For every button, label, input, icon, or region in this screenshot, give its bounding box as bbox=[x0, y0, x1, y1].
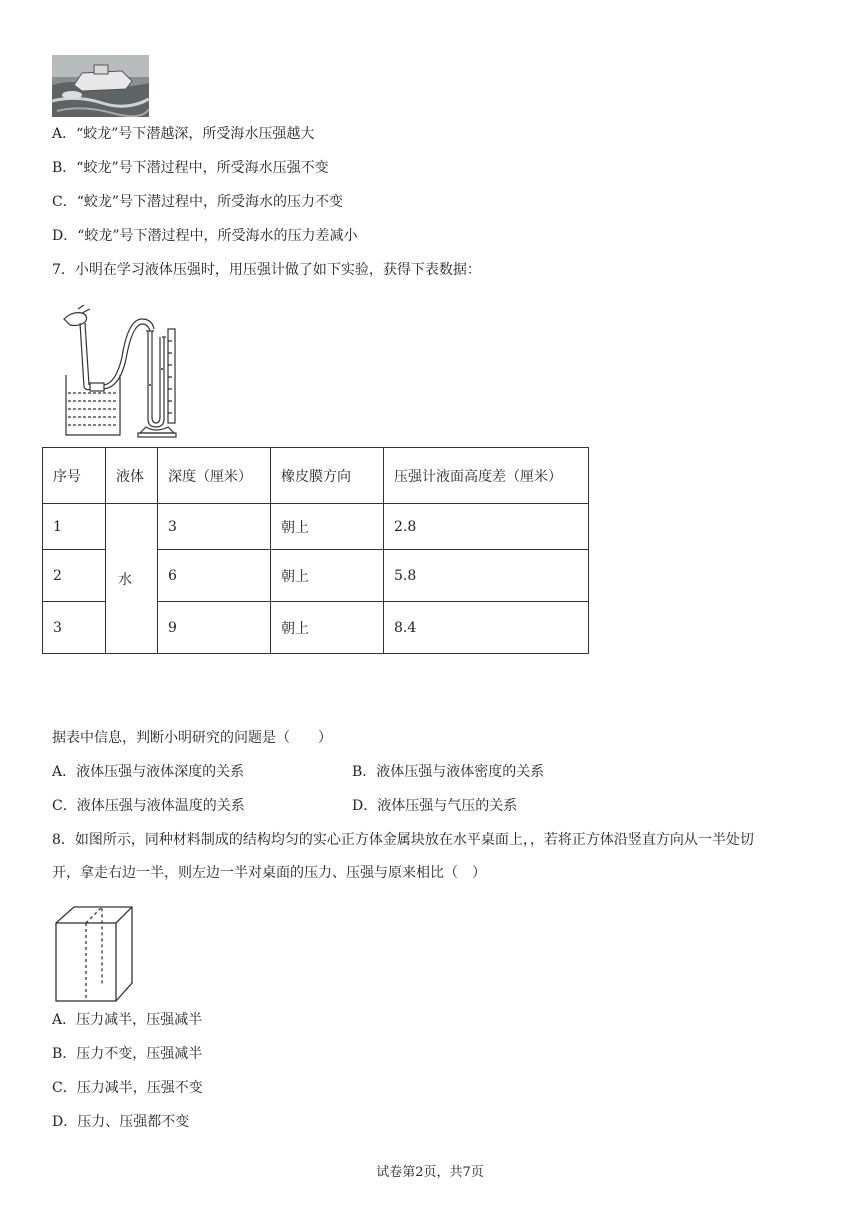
q6-option-d: D．“蛟龙”号下潜过程中，所受海水的压力差减小 bbox=[52, 228, 358, 244]
table-cell: 2 bbox=[43, 550, 106, 602]
table-cell: 8.4 bbox=[384, 602, 589, 654]
q7-option-c: C．液体压强与液体温度的关系 bbox=[52, 798, 245, 814]
q6-option-c: C．“蛟龙”号下潜过程中，所受海水的压力不变 bbox=[52, 194, 344, 210]
q8-option-d: D．压力、压强都不变 bbox=[52, 1114, 190, 1130]
q8-option-c: C．压力减半，压强不变 bbox=[52, 1080, 203, 1096]
q8-stem-line1: 8．如图所示，同种材料制成的结构均匀的实心正方体金属块放在水平桌面上，，若将正方体沿竖直方向从一半处切 bbox=[52, 832, 754, 848]
q8-option-a: A．压力减半，压强减半 bbox=[52, 1012, 203, 1028]
table-header-row bbox=[43, 448, 589, 504]
table-cell: 朝上 bbox=[271, 504, 384, 550]
table-row bbox=[43, 504, 589, 550]
table-cell: 3 bbox=[158, 504, 271, 550]
page-footer: 试卷第2页，共7页 bbox=[376, 1165, 484, 1180]
q7-stem: 7．小明在学习液体压强时，用压强计做了如下实验，获得下表数据： bbox=[52, 262, 481, 278]
liquid-cell: 水 bbox=[106, 504, 158, 654]
table-cell: 1 bbox=[43, 504, 106, 550]
pressure-gauge-diagram bbox=[42, 297, 177, 439]
header-cell: 序号 bbox=[43, 448, 106, 504]
header-cell: 橡皮膜方向 bbox=[271, 448, 384, 504]
header-cell: 压强计液面高度差（厘米） bbox=[384, 448, 589, 504]
table-cell: 6 bbox=[158, 550, 271, 602]
table-cell: 9 bbox=[158, 602, 271, 654]
submarine-photo bbox=[52, 55, 149, 117]
q6-option-a: A．“蛟龙”号下潜越深，所受海水压强越大 bbox=[52, 126, 315, 142]
header-cell: 深度（厘米） bbox=[158, 448, 271, 504]
table-cell: 朝上 bbox=[271, 550, 384, 602]
header-cell: 液体 bbox=[106, 448, 158, 504]
data-table bbox=[42, 447, 589, 654]
table-cell: 3 bbox=[43, 602, 106, 654]
table-cell: 2.8 bbox=[384, 504, 589, 550]
q7-option-d: D．液体压强与气压的关系 bbox=[352, 798, 518, 814]
q7-question: 据表中信息，判断小明研究的问题是（ ） bbox=[52, 730, 332, 746]
q8-stem-line2: 开，拿走右边一半，则左边一半对桌面的压力、压强与原来相比（ ） bbox=[52, 865, 486, 881]
table-cell: 5.8 bbox=[384, 550, 589, 602]
q6-option-b: B．“蛟龙”号下潜过程中，所受海水压强不变 bbox=[52, 160, 329, 176]
cube-diagram bbox=[52, 903, 136, 1005]
q7-option-b: B．液体压强与液体密度的关系 bbox=[352, 764, 545, 780]
table-cell: 朝上 bbox=[271, 602, 384, 654]
q8-option-b: B．压力不变，压强减半 bbox=[52, 1046, 203, 1062]
q7-option-a: A．液体压强与液体深度的关系 bbox=[52, 764, 245, 780]
